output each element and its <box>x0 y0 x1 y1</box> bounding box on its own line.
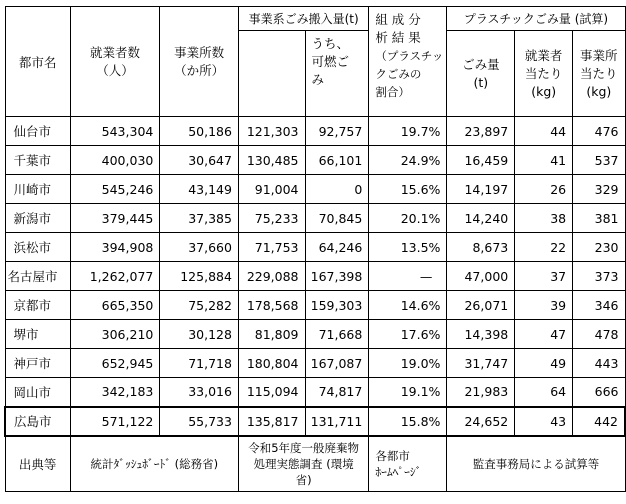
cell-workers: 545,246 <box>70 175 160 204</box>
cell-offices: 75,282 <box>160 291 239 320</box>
cell-per-worker: 47 <box>515 320 573 349</box>
cell-per-worker: 26 <box>515 175 573 204</box>
cell-workers: 1,262,077 <box>70 262 160 291</box>
cell-biz: 115,094 <box>238 378 305 407</box>
source-row <box>5 436 625 492</box>
cell-city: 京都市 <box>5 291 70 320</box>
col-header-per-office: 事業所 当たり (kg) <box>573 31 625 117</box>
source-label: 出典等 <box>5 436 70 492</box>
cell-burnable: 92,757 <box>305 117 369 146</box>
plastic-waste-table <box>4 6 626 492</box>
cell-burnable: 70,845 <box>305 204 369 233</box>
cell-offices: 71,718 <box>160 349 239 378</box>
cell-per-worker: 22 <box>515 233 573 262</box>
cell-plastic: 16,459 <box>447 146 515 175</box>
table-row <box>5 262 625 291</box>
cell-ratio: 15.6% <box>369 175 447 204</box>
col-header-ratio <box>369 7 447 117</box>
ratio-title: 組 成 分 析 結 果 <box>375 12 421 45</box>
cell-per-office: 373 <box>573 262 625 291</box>
cell-burnable: 167,398 <box>305 262 369 291</box>
cell-offices: 30,647 <box>160 146 239 175</box>
cell-plastic: 8,673 <box>447 233 515 262</box>
cell-workers: 306,210 <box>70 320 160 349</box>
table-row <box>5 233 625 262</box>
col-header-burnable: うち、 可燃ご み <box>305 31 369 117</box>
cell-ratio: 15.8% <box>369 407 447 436</box>
cell-per-office: 346 <box>573 291 625 320</box>
cell-city: 浜松市 <box>5 233 70 262</box>
cell-workers: 400,030 <box>70 146 160 175</box>
cell-biz: 180,804 <box>238 349 305 378</box>
cell-biz: 135,817 <box>238 407 305 436</box>
table-row <box>5 146 625 175</box>
cell-per-worker: 49 <box>515 349 573 378</box>
col-header-offices: 事業所数 （か所） <box>160 7 239 117</box>
col-header-per-worker: 就業者 当たり (kg) <box>515 31 573 117</box>
cell-burnable: 66,101 <box>305 146 369 175</box>
cell-per-worker: 64 <box>515 378 573 407</box>
cell-city: 神戸市 <box>5 349 70 378</box>
table-row <box>5 320 625 349</box>
cell-workers: 652,945 <box>70 349 160 378</box>
cell-offices: 33,016 <box>160 378 239 407</box>
cell-per-worker: 41 <box>515 146 573 175</box>
source-audit: 監査事務局による試算等 <box>447 436 625 492</box>
cell-city: 岡山市 <box>5 378 70 407</box>
cell-biz: 75,233 <box>238 204 305 233</box>
cell-workers: 665,350 <box>70 291 160 320</box>
cell-ratio: 24.9% <box>369 146 447 175</box>
cell-plastic: 24,652 <box>447 407 515 436</box>
col-header-workers: 就業者数 （人） <box>70 7 160 117</box>
cell-plastic: 31,747 <box>447 349 515 378</box>
cell-ratio: 19.0% <box>369 349 447 378</box>
cell-plastic: 26,071 <box>447 291 515 320</box>
col-header-biz-total <box>238 31 305 117</box>
cell-city: 名古屋市 <box>5 262 70 291</box>
cell-city: 仙台市 <box>5 117 70 146</box>
cell-plastic: 47,000 <box>447 262 515 291</box>
table-row <box>5 291 625 320</box>
cell-offices: 125,884 <box>160 262 239 291</box>
cell-ratio: 17.6% <box>369 320 447 349</box>
cell-workers: 379,445 <box>70 204 160 233</box>
cell-per-office: 476 <box>573 117 625 146</box>
cell-workers: 571,122 <box>70 407 160 436</box>
cell-per-worker: 37 <box>515 262 573 291</box>
cell-burnable: 74,817 <box>305 378 369 407</box>
cell-biz: 130,485 <box>238 146 305 175</box>
cell-biz: 71,753 <box>238 233 305 262</box>
header-row-top <box>5 7 625 31</box>
cell-per-worker: 39 <box>515 291 573 320</box>
cell-per-office: 666 <box>573 378 625 407</box>
cell-burnable: 71,668 <box>305 320 369 349</box>
cell-workers: 342,183 <box>70 378 160 407</box>
cell-per-office: 442 <box>573 407 625 436</box>
cell-burnable: 159,303 <box>305 291 369 320</box>
cell-per-office: 537 <box>573 146 625 175</box>
cell-ratio: 19.7% <box>369 117 447 146</box>
cell-city: 堺市 <box>5 320 70 349</box>
table-row <box>5 378 625 407</box>
source-homepage: 各都市 ﾎｰﾑﾍﾟｰｼﾞ <box>369 436 447 492</box>
cell-offices: 37,385 <box>160 204 239 233</box>
cell-burnable: 167,087 <box>305 349 369 378</box>
cell-ratio: 20.1% <box>369 204 447 233</box>
cell-burnable: 64,246 <box>305 233 369 262</box>
cell-per-worker: 43 <box>515 407 573 436</box>
cell-offices: 55,733 <box>160 407 239 436</box>
cell-biz: 121,303 <box>238 117 305 146</box>
source-survey: 令和5年度一般廃棄物 処理実態調査 (環境 省) <box>238 436 368 492</box>
cell-burnable: 131,711 <box>305 407 369 436</box>
cell-biz: 91,004 <box>238 175 305 204</box>
cell-city: 川崎市 <box>5 175 70 204</box>
cell-offices: 30,128 <box>160 320 239 349</box>
cell-offices: 43,149 <box>160 175 239 204</box>
cell-biz: 178,568 <box>238 291 305 320</box>
cell-ratio: 19.1% <box>369 378 447 407</box>
cell-city: 広島市 <box>5 407 70 436</box>
cell-per-worker: 44 <box>515 117 573 146</box>
col-header-plastic-group: プラスチックごみ量 (試算) <box>447 7 625 31</box>
col-header-biz-waste: 事業系ごみ搬入量(t) <box>238 7 368 31</box>
table-row <box>5 175 625 204</box>
ratio-note: （プラスチッ クごみの 割合） <box>375 49 444 99</box>
cell-offices: 37,660 <box>160 233 239 262</box>
cell-per-office: 478 <box>573 320 625 349</box>
cell-per-office: 381 <box>573 204 625 233</box>
cell-per-office: 443 <box>573 349 625 378</box>
cell-workers: 394,908 <box>70 233 160 262</box>
col-header-city: 都市名 <box>5 7 70 117</box>
cell-per-office: 230 <box>573 233 625 262</box>
cell-plastic: 21,983 <box>447 378 515 407</box>
col-header-plastic-amount: ごみ量 (t) <box>447 31 515 117</box>
cell-offices: 50,186 <box>160 117 239 146</box>
cell-plastic: 14,398 <box>447 320 515 349</box>
cell-burnable: 0 <box>305 175 369 204</box>
cell-city: 千葉市 <box>5 146 70 175</box>
cell-ratio: 14.6% <box>369 291 447 320</box>
cell-ratio: 13.5% <box>369 233 447 262</box>
cell-plastic: 14,197 <box>447 175 515 204</box>
cell-plastic: 14,240 <box>447 204 515 233</box>
cell-biz: 81,809 <box>238 320 305 349</box>
cell-city: 新潟市 <box>5 204 70 233</box>
cell-plastic: 23,897 <box>447 117 515 146</box>
table-row <box>5 117 625 146</box>
table-row <box>5 204 625 233</box>
source-stats: 統計ﾀﾞｯｼｭﾎﾞｰﾄﾞ (総務省) <box>70 436 238 492</box>
table-row-highlighted <box>5 407 625 436</box>
table-body <box>5 117 625 436</box>
cell-ratio: — <box>369 262 447 291</box>
cell-per-office: 329 <box>573 175 625 204</box>
cell-workers: 543,304 <box>70 117 160 146</box>
cell-biz: 229,088 <box>238 262 305 291</box>
table-row <box>5 349 625 378</box>
cell-per-worker: 38 <box>515 204 573 233</box>
